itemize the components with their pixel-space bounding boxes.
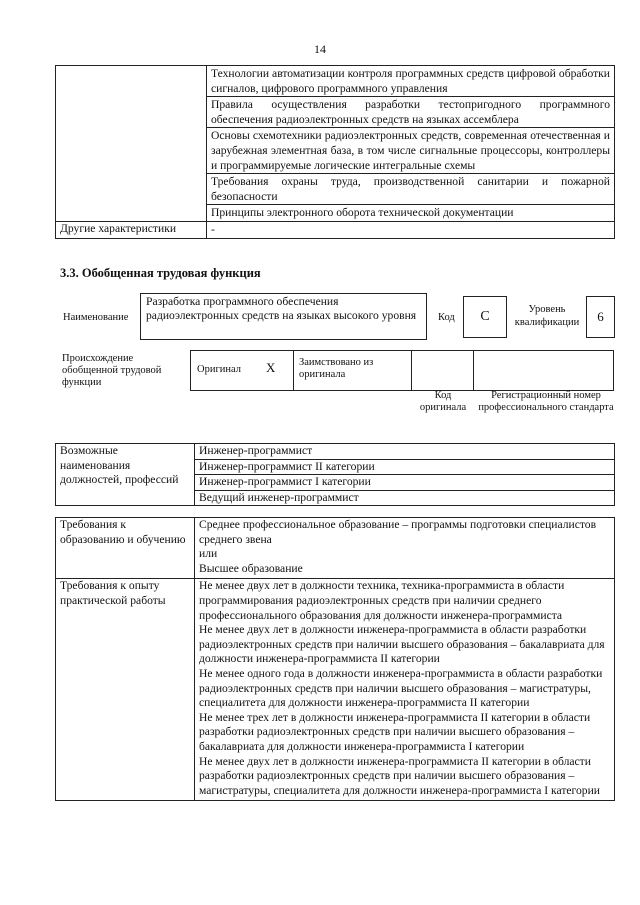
education-line: Среднее профессиональное образование – программы подготовки специалистов среднего звена	[199, 518, 597, 546]
level-label: Уровень квалификации	[514, 304, 580, 328]
origin-label: Происхождение обобщенной трудовой функции	[62, 353, 162, 388]
knowledge-label-cell	[56, 66, 207, 222]
experience-line: Не менее двух лет в должности инженера-программиста в области разработки радиоэлектронных средств при наличии высшего образования – бакалавриата для должности инженера-программиста II категории	[199, 623, 605, 666]
education-line: или	[199, 547, 218, 561]
original-label: Оригинал	[197, 364, 241, 375]
name-label: Наименование	[63, 312, 129, 323]
experience-line: Не менее двух лет в должности инженера-программиста II категории в области разработки радиоэлектронных средств при наличии высшего образования – магистратуры, специалитета для должности инженера-программиста I категории	[199, 754, 601, 797]
positions-table	[55, 443, 615, 506]
requirements-table	[55, 517, 615, 801]
positions-label: Возможные наименования должностей, профессий	[56, 444, 195, 506]
knowledge-item: Требования охраны труда, производственной санитарии и пожарной безопасности	[207, 174, 615, 205]
education-label: Требования к образованию и обучению	[56, 518, 195, 579]
education-line: Высшее образование	[199, 561, 303, 575]
reg-number-label: Регистрационный номер профессионального стандарта	[478, 390, 614, 413]
experience-line: Не менее одного года в должности инженера-программиста в области разработки радиоэлектронных средств при наличии высшего образования – магистратуры, специалитета для должности инженера-программиста II категории	[199, 666, 603, 710]
experience-label: Требования к опыту практической работы	[56, 579, 195, 801]
origin-box	[190, 350, 614, 391]
position-item: Ведущий инженер-программист	[195, 490, 615, 506]
name-value: Разработка программного обеспечения радиоэлектронных средств на языках высокого уровня	[140, 293, 427, 340]
divider	[473, 350, 474, 391]
education-cell	[195, 518, 615, 579]
other-characteristics-label: Другие характеристики	[56, 221, 207, 238]
other-characteristics-value: -	[207, 221, 615, 238]
position-item: Инженер-программист II категории	[195, 459, 615, 475]
knowledge-item: Принципы электронного оборота технической документации	[207, 205, 615, 222]
experience-line: Не менее трех лет в должности инженера-программиста II категории в области разработки радиоэлектронных средств при наличии высшего образования – бакалавриата для должности инженера-программиста I категории	[199, 710, 591, 753]
original-mark: X	[266, 360, 276, 375]
section-title: 3.3. Обобщенная трудовая функция	[60, 266, 261, 280]
borrowed-label: Заимствовано из оригинала	[299, 357, 374, 380]
level-value: 6	[586, 296, 615, 338]
code-original-label: Код оригинала	[419, 390, 467, 413]
position-item: Инженер-программист	[195, 444, 615, 460]
knowledge-item: Правила осуществления разработки тестопригодного программного обеспечения радиоэлектронных средств на языках ассемблера	[207, 97, 615, 128]
code-label: Код	[438, 312, 455, 323]
position-item: Инженер-программист I категории	[195, 475, 615, 491]
code-value: C	[463, 296, 507, 338]
knowledge-item: Основы схемотехники радиоэлектронных средств, современная отечественная и зарубежная элементная база, в том числе сигнальные процессоры, контроллеры и программируемые логические интегральные схемы	[207, 128, 615, 174]
knowledge-item: Технологии автоматизации контроля программных средств цифровой обработки сигналов, цифрового программного управления	[207, 66, 615, 97]
experience-line: Не менее двух лет в должности техника, техника-программиста в области программирования радиоэлектронных средств при наличии среднего профессионального образования для должности инженера-программиста	[199, 579, 565, 622]
page-number: 14	[314, 42, 326, 56]
divider	[293, 350, 294, 391]
knowledge-table	[55, 65, 615, 239]
divider	[411, 350, 412, 391]
experience-cell	[195, 579, 615, 801]
